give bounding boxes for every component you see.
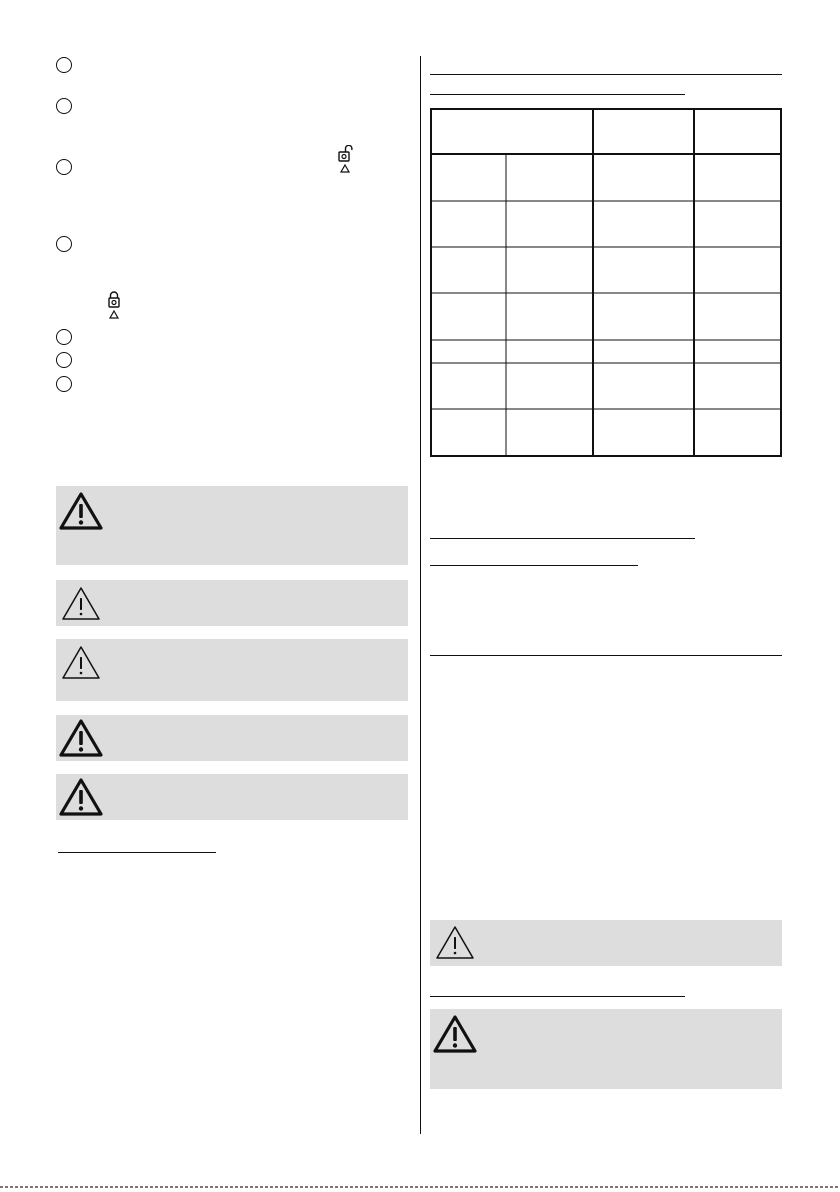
left-section-heading-underline — [58, 852, 216, 853]
step-marker-3 — [56, 159, 72, 175]
right-heading-2-underline-2 — [430, 565, 638, 566]
right-top-heading-underline-1 — [430, 74, 782, 75]
caution-box-2 — [56, 639, 408, 701]
caution-outline-icon — [59, 584, 103, 624]
page-bottom-edge — [0, 1186, 840, 1188]
warning-bold-icon — [433, 1014, 477, 1054]
caution-box-3 — [430, 920, 782, 966]
lock-icon — [106, 291, 122, 319]
spec-table-grid — [430, 108, 782, 457]
column-divider — [420, 56, 421, 1134]
warning-bold-icon — [59, 777, 103, 817]
warning-box-4 — [430, 1009, 782, 1089]
step-marker-2 — [56, 98, 72, 114]
step-marker-1 — [56, 57, 72, 73]
step-marker-7 — [56, 376, 72, 392]
unlock-icon — [337, 145, 353, 173]
right-heading-2-underline-1 — [430, 538, 695, 539]
warning-box-3 — [56, 774, 408, 820]
right-heading-4-underline — [430, 996, 685, 997]
step-marker-6 — [56, 352, 72, 368]
right-heading-3-underline — [430, 655, 782, 656]
step-marker-5 — [56, 329, 72, 345]
right-top-heading-underline-2 — [430, 94, 685, 95]
spec-table — [430, 108, 782, 457]
warning-box-1 — [56, 486, 408, 565]
caution-outline-icon — [433, 923, 477, 963]
warning-bold-icon — [59, 718, 103, 758]
warning-box-2 — [56, 715, 408, 761]
step-marker-4 — [56, 236, 72, 252]
warning-bold-icon — [59, 491, 103, 531]
caution-outline-icon — [59, 643, 103, 683]
caution-box-1 — [56, 580, 408, 626]
